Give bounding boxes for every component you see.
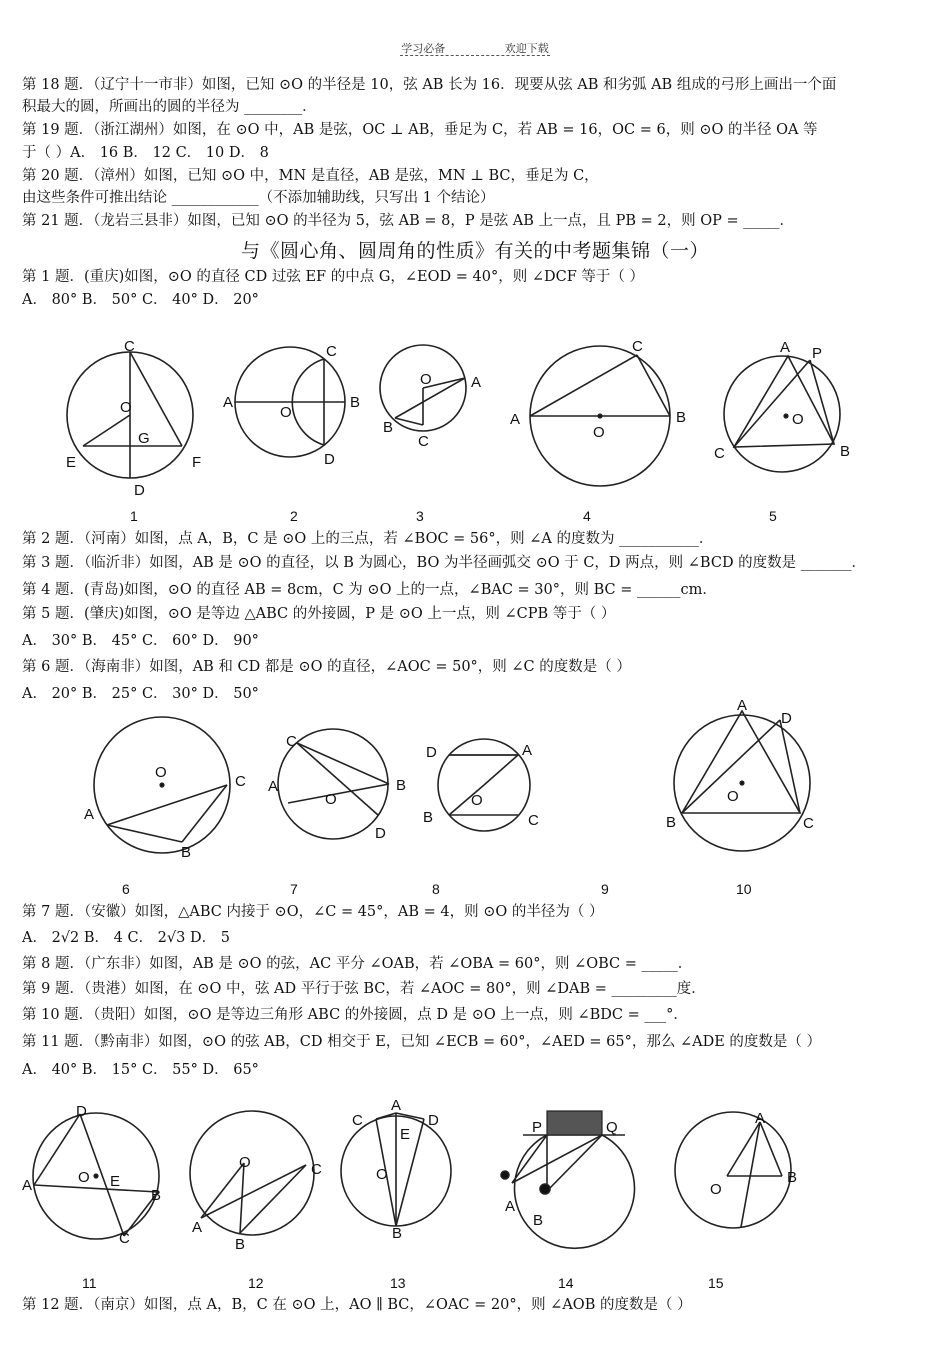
figure-1	[60, 335, 220, 500]
q9-line: 第 9 题．（贵港）如图，在 ⊙O 中，弦 AD 平行于弦 BC，若 ∠AOC = 80°，则 ∠DAB = _________度．	[22, 981, 706, 997]
figure-number: 4	[583, 508, 591, 524]
figure-5	[710, 336, 870, 471]
figure-number: 11	[82, 1275, 97, 1291]
figure-number: 10	[736, 881, 752, 897]
q11-options: A． 40° B． 15° C． 55° D． 65°	[22, 1062, 259, 1078]
figure-4	[505, 338, 695, 488]
q11-line: 第 11 题．（黔南非）如图，⊙O 的弦 AB，CD 相交于 E，已知 ∠ECB = 60°，∠AED = 65°，那么 ∠ADE 的度数是（ ）	[22, 1034, 822, 1050]
figure-15	[665, 1105, 815, 1240]
f11-label: D	[76, 1103, 87, 1120]
f3-label: B	[383, 419, 394, 436]
f13-label: B	[392, 1225, 403, 1242]
f7-label: O	[325, 791, 337, 808]
f2-label: D	[324, 451, 335, 468]
header-right: 欢迎下载	[504, 42, 549, 55]
f14-label: Q	[606, 1119, 618, 1136]
header-divider	[400, 55, 550, 56]
f3-label: C	[418, 433, 429, 450]
figure-number: 3	[416, 508, 424, 524]
f6-label: O	[155, 764, 167, 781]
f13-label: D	[428, 1112, 439, 1129]
f15-label: O	[710, 1181, 722, 1198]
figure-12	[180, 1105, 330, 1255]
f8-label: A	[522, 742, 533, 759]
q5-options: A． 30° B． 45° C． 60° D． 90°	[22, 633, 259, 649]
f14-label: A	[505, 1198, 516, 1215]
figure-number: 15	[708, 1275, 724, 1291]
f1-label: G	[138, 430, 150, 447]
f2-label: O	[280, 404, 292, 421]
f11-label: C	[119, 1230, 130, 1247]
f2-label: A	[223, 394, 234, 411]
f2-label: B	[350, 394, 361, 411]
f3-label: A	[471, 374, 482, 391]
f7-label: D	[375, 825, 386, 842]
f5-label: B	[840, 443, 851, 460]
figure-number: 2	[290, 508, 298, 524]
figure-number: 6	[122, 881, 130, 897]
f4-label: B	[676, 409, 687, 426]
f8-label: O	[471, 792, 483, 809]
f8-label: B	[423, 809, 434, 826]
f12-label: A	[192, 1219, 203, 1236]
f1-label: F	[192, 454, 202, 471]
figure-number: 8	[432, 881, 440, 897]
f1-label: C	[124, 338, 135, 355]
figure-number: 5	[769, 508, 777, 524]
f6-label: A	[84, 806, 95, 823]
f13-label: A	[391, 1097, 402, 1114]
f7-label: A	[268, 778, 279, 795]
q8-line: 第 8 题．（广东非）如图，AB 是 ⊙O 的弦，AC 平分 ∠OAB，若 ∠OBA = 60°，则 ∠OBC = _____．	[22, 956, 693, 972]
f11-label: E	[110, 1173, 121, 1190]
figure-number: 1	[130, 508, 138, 524]
figure-number: 9	[601, 881, 609, 897]
q18-line2: 积最大的圆，所画出的圆的半径为 ________．	[22, 99, 317, 115]
f11-label: O	[78, 1169, 90, 1186]
q19-options: 于（ ）A． 16 B． 12 C． 10 D． 8	[22, 145, 269, 161]
q4-line: 第 4 题．(青岛)如图，⊙O 的直径 AB = 8cm，C 为 ⊙O 上的一点，∠BAC = 30°，则 BC = ______cm．	[22, 582, 717, 598]
figure-11	[18, 1100, 178, 1250]
f14-label: P	[532, 1119, 543, 1136]
f4-label: A	[510, 411, 521, 428]
f4-label: C	[632, 338, 643, 355]
q12-line: 第 12 题．（南京）如图，点 A，B，C 在 ⊙O 上，AO ∥ BC，∠OAC = 20°，则 ∠AOB 的度数是（ ）	[22, 1297, 692, 1313]
page-header	[0, 40, 950, 56]
f6-label: C	[235, 773, 246, 790]
figure-7	[265, 728, 415, 848]
f15-label: A	[755, 1110, 766, 1127]
figure-13	[340, 1095, 455, 1245]
f12-label: B	[235, 1236, 246, 1253]
f5-label: O	[792, 411, 804, 428]
f7-label: B	[396, 777, 407, 794]
f10-label: A	[737, 697, 748, 714]
f4-label: O	[593, 424, 605, 441]
figure-number: 12	[248, 1275, 264, 1291]
q6-line: 第 6 题．（海南非）如图，AB 和 CD 都是 ⊙O 的直径，∠AOC = 50°，则 ∠C 的度数是（ ）	[22, 659, 631, 675]
q6-options: A． 20° B． 25° C． 30° D． 50°	[22, 686, 259, 702]
f13-label: O	[376, 1166, 388, 1183]
f10-label: D	[781, 710, 792, 727]
q7-options: A． 2√2 B． 4 C． 2√3 D． 5	[22, 930, 230, 946]
figure-10	[660, 695, 830, 840]
q1-options: A． 80° B． 50° C． 40° D． 20°	[22, 292, 259, 308]
f7-label: C	[286, 733, 297, 750]
q2-line: 第 2 题．（河南）如图，点 A，B，C 是 ⊙O 上的三点，若 ∠BOC = 56°，则 ∠A 的度数为 ___________．	[22, 531, 714, 547]
figure-3	[380, 340, 490, 450]
header-left: 学习必备	[401, 42, 446, 55]
f12-label: C	[311, 1161, 322, 1178]
figure-6	[80, 715, 255, 870]
q10-line: 第 10 题．（贵阳）如图，⊙O 是等边三角形 ABC 的外接圆，点 D 是 ⊙O 上一点，则 ∠BDC = ___°．	[22, 1007, 688, 1023]
figure-8	[422, 735, 552, 845]
f15-label: B	[787, 1169, 798, 1186]
f1-label: D	[134, 482, 145, 499]
q7-line: 第 7 题．（安徽）如图，△ABC 内接于 ⊙O，∠C = 45°，AB = 4，则 ⊙O 的半径为（ ）	[22, 904, 604, 920]
f14-label: B	[533, 1212, 544, 1229]
f5-label: P	[812, 345, 823, 362]
f1-label: O	[120, 399, 132, 416]
f2-label: C	[326, 343, 337, 360]
f8-label: D	[426, 744, 437, 761]
section-title: 与《圆心角、圆周角的性质》有关的中考题集锦（一）	[240, 240, 709, 262]
figure-number: 13	[390, 1275, 406, 1291]
q5-line: 第 5 题．(肇庆)如图，⊙O 是等边 △ABC 的外接圆，P 是 ⊙O 上一点，则 ∠CPB 等于（ ）	[22, 606, 616, 622]
f11-label: B	[151, 1187, 162, 1204]
f5-label: C	[714, 445, 725, 462]
f1-label: E	[66, 454, 77, 471]
f10-label: B	[666, 814, 677, 831]
f11-label: A	[22, 1177, 33, 1194]
q20-line2: 由这些条件可推出结论 ____________（不添加辅助线，只写出 1 个结论）	[22, 190, 495, 206]
figure-number: 7	[290, 881, 298, 897]
q3-line: 第 3 题．（临沂非）如图，AB 是 ⊙O 的直径，以 B 为圆心，BO 为半径画弧交 ⊙O 于 C，D 两点，则 ∠BCD 的度数是 _______．	[22, 555, 867, 571]
figure-2	[220, 340, 370, 470]
q18-line1: 第 18 题．（辽宁十一市非）如图，已知 ⊙O 的半径是 10，弦 AB 长为 16．现要从弦 AB 和劣弧 AB 组成的弓形上画出一个面	[22, 77, 837, 93]
f10-label: C	[803, 815, 814, 832]
f13-label: E	[400, 1126, 411, 1143]
figure-14	[495, 1105, 635, 1235]
figure-number: 14	[558, 1275, 574, 1291]
f3-label: O	[420, 371, 432, 388]
f13-label: C	[352, 1112, 363, 1129]
f12-label: O	[239, 1154, 251, 1171]
f5-label: A	[780, 339, 791, 356]
f10-label: O	[727, 788, 739, 805]
f8-label: C	[528, 812, 539, 829]
q20-line1: 第 20 题．（漳州）如图，已知 ⊙O 中，MN 是直径，AB 是弦，MN ⊥ BC，垂足为 C，	[22, 168, 599, 184]
f6-label: B	[181, 844, 192, 861]
q21-line: 第 21 题．（龙岩三县非）如图，已知 ⊙O 的半径为 5，弦 AB = 8，P 是弦 AB 上一点，且 PB = 2，则 OP = _____．	[22, 213, 795, 229]
q1-line: 第 1 题．(重庆)如图，⊙O 的直径 CD 过弦 EF 的中点 G，∠EOD = 40°，则 ∠DCF 等于（ ）	[22, 269, 644, 285]
q19-line1: 第 19 题．（浙江湖州）如图，在 ⊙O 中，AB 是弦，OC ⊥ AB，垂足为 C，若 AB = 16，OC = 6，则 ⊙O 的半径 OA 等	[22, 122, 818, 138]
